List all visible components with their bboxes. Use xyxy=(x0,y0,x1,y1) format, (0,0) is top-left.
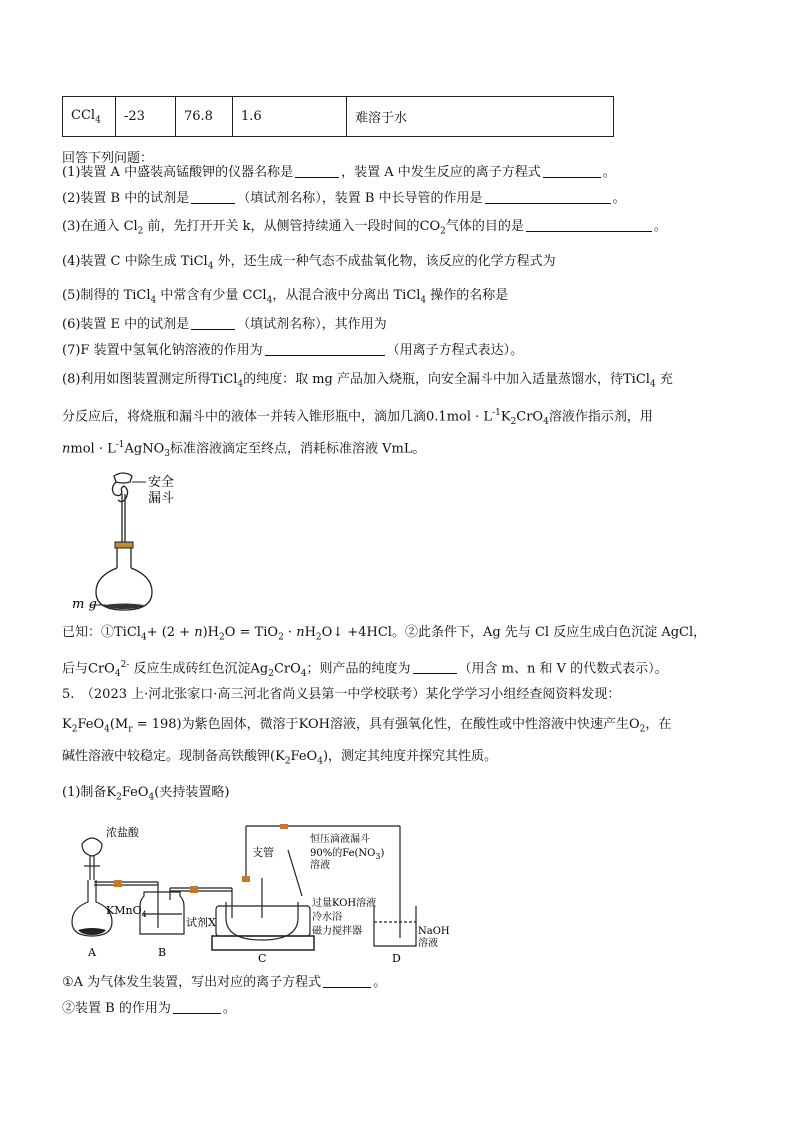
answer-blank[interactable] xyxy=(265,342,385,356)
problem-5-line-3: 碱性溶液中较稳定。现制备高铁酸钾$(K_2FeO_4)$，测定其纯度并探究其性质。 xyxy=(62,749,498,767)
question-8-line-2: 分反应后，将烧瓶和漏斗中的液体一并转入锥形瓶中，滴加几滴$0.1mol \cdot L^{-1}K_2CrO_4$溶液作指示剂，用 xyxy=(62,408,653,427)
safety-funnel-figure xyxy=(66,468,216,616)
label-excess-koh: 过量KOH溶液 xyxy=(312,898,377,909)
answer-blank[interactable] xyxy=(191,316,235,330)
table-cell-solubility: 难溶于水 xyxy=(347,97,614,137)
question-5: (5)制得的 TiCl$_4$ 中常含有少量 CCl$_4$，从混合液中分离出 TiCl$_4$ 操作的名称是 xyxy=(62,288,509,306)
answer-blank[interactable] xyxy=(173,1000,221,1014)
question-8-line-3: nmol · $L^{-1}AgNO_3$标准溶液滴定至终点，消耗标准溶液 VmL。 xyxy=(62,440,426,459)
label-naoh-solution: 溶液 xyxy=(418,938,438,949)
question-8-line-1: (8)利用如图装置测定所得TiCl$_4$的纯度：取 mg 产品加入烧瓶，向安全漏斗中加入适量蒸馏水，待TiCl$_4$ 充 xyxy=(62,372,673,390)
table-cell-boiling-point: 76.8 xyxy=(176,97,233,137)
label-funnel: 漏斗 xyxy=(148,491,175,506)
apparatus-figure xyxy=(66,822,476,962)
label-apparatus-a: A xyxy=(88,946,96,959)
answer-blank[interactable] xyxy=(485,190,611,204)
label-cold-water-bath: 冷水浴 xyxy=(312,912,342,923)
answer-blank[interactable] xyxy=(526,218,652,232)
label-kmno4: KMnO$_4$ xyxy=(106,904,147,919)
question-1: (1)装置 A 中盛装高锰酸钾的仪器名称是 ，装置 A 中发生反应的离子方程式 。 xyxy=(62,165,616,180)
prep-heading: (1)制备$K_2FeO_4$(夹持装置略) xyxy=(62,785,230,803)
label-sample-mass: m g xyxy=(72,597,97,612)
answer-blank[interactable] xyxy=(295,164,339,178)
label-fe-nitrate: 90%的$Fe(NO_3)$ xyxy=(310,848,385,861)
table-cell-melting-point: -23 xyxy=(116,97,176,137)
question-6: (6)装置 E 中的试剂是 （填试剂名称），其作用为 xyxy=(62,317,387,332)
answer-blank[interactable] xyxy=(413,660,457,674)
purity-line: 后与CrO$_4^{2-}$ 反应生成砖红色沉淀$Ag_2CrO_4$；则产品的纯度为 （用含 m、n 和 V 的代数式表示）。 xyxy=(62,660,668,679)
label-apparatus-b: B xyxy=(158,946,167,959)
question-3: (3)在通入 $Cl_2$ 前，先打开开关 k，从侧管持续通入一段时间的$CO_2$气体的目的是 。 xyxy=(62,219,667,237)
sub-question-2: ②装置 B 的作用为 。 xyxy=(62,1001,236,1016)
problem-5-heading: 5. （2023 上·河北张家口·高三河北省尚义县第一中学校联考）某化学学习小组经查阅资料发现： xyxy=(62,687,621,702)
known-equation-line: 已知：①TiCl$_4$+ $(2 + n)H_2O = TiO_2$ · $nH_2O↓ +4HCl$。②此条件下，Ag 先与 Cl 反应生成白色沉淀 AgCl， xyxy=(62,625,707,643)
label-reagent-x: 试剂X xyxy=(186,916,216,929)
question-2: (2)装置 B 中的试剂是 （填试剂名称），装置 B 中长导管的作用是 。 xyxy=(62,191,626,206)
label-side-tube: 支管 xyxy=(252,846,274,859)
label-safety: 安全 xyxy=(148,475,175,490)
problem-5-line-2: $K_2FeO_4(M_r = 198)$为紫色固体，微溶于KOH溶液，具有强氧化性，在酸性或中性溶液中快速产生$O_2$，在 xyxy=(62,717,672,735)
intro-line: 回答下列问题： xyxy=(62,151,154,166)
sub-question-1: ①A 为气体发生装置，写出对应的离子方程式 。 xyxy=(62,975,387,990)
answer-blank[interactable] xyxy=(323,974,371,988)
question-7: (7)F 装置中氢氧化钠溶液的作用为 （用离子方程式表达）。 xyxy=(62,343,524,358)
answer-blank[interactable] xyxy=(543,164,601,178)
answer-blank[interactable] xyxy=(191,190,235,204)
label-conc-hcl: 浓盐酸 xyxy=(106,826,139,839)
label-apparatus-c: C xyxy=(258,952,267,962)
properties-table xyxy=(62,96,614,137)
label-dropping-funnel: 恒压滴液漏斗 xyxy=(310,834,370,845)
question-4: (4)装置 C 中除生成 TiCl$_4$ 外，还生成一种气态不成盐氧化物，该反应的化学方程式为 xyxy=(62,254,556,272)
label-solution: 溶液 xyxy=(310,860,330,871)
table-cell-formula: CCl$_4$ xyxy=(63,97,116,137)
label-naoh: NaOH xyxy=(418,926,450,937)
label-apparatus-d: D xyxy=(392,952,401,962)
table-row xyxy=(63,97,614,137)
label-magnetic-stirrer: 磁力搅拌器 xyxy=(312,926,362,937)
table-cell-density: 1.6 xyxy=(233,97,347,137)
